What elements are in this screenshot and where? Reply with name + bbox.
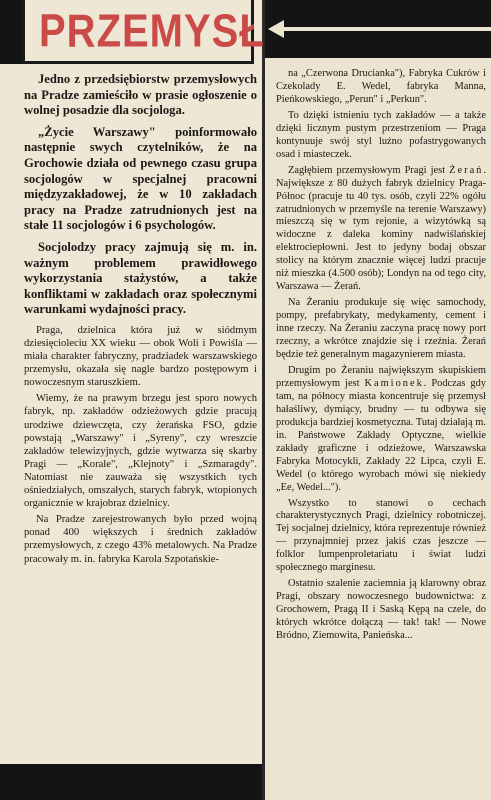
body-paragraph: Ostatnio szalenie zaciemnia ją klarowny obraz Pragi, obszary nowoczesnego budownictwa: z Grochowem, Pragą II i Saską Kępą na czele, do których wkrótce dołączą — tak! tak! — Nowe Bródno, Ziemowita, Panieńska... — [276, 578, 486, 642]
kamionek-paragraph — [276, 365, 486, 495]
kamionek-spaced: Kamionek — [364, 377, 424, 389]
right-column — [276, 68, 486, 646]
lead-paragraphs — [24, 72, 257, 318]
left-column — [24, 72, 257, 569]
kamionek-after: . Podczas gdy tam, na północy miasta koncentruje się przemysł hałaśliwy, dymiący, brudny — tu odbywa się produkcja bardziej kosmetyczna. Tutaj działają m. in. Państwowe Zakłady Optyczne, wielkie zakłady graficzne i odzieżowe, Warszawska Fabryka Motocykli, Zakłady 22 Lipca, czyli E. Wedel (o którego wyrobach mówi się niekiedy „Ee, Wedel..."). — [276, 377, 486, 493]
kamionek-before: Drugim po Żeraniu największym skupiskiem przemysłowym jest — [276, 364, 486, 389]
body-paragraph: Wszystko to stanowi o cechach charakterystycznych Pragi, dzielnicy robotniczej. Tej socjalnej dzielnicy, która reprezentuje również — przynajmniej przez jakiś czas jeszcze — folklor lumpenproletariatu i świat ludzi społecznego marginesu. — [276, 497, 486, 574]
body-paragraph: To dzięki istnieniu tych zakładów — a także dzięki licznym pustym przestrzeniom — Praga kontynuuje swój styl luźno pofastrygowanych osad i miasteczek. — [276, 109, 486, 160]
body-paragraph: Na Żeraniu produkuje się więc samochody, pompy, prefabrykaty, medykamenty, cement i inne rzeczy. Na Żeraniu zaczyna pracę nowy port rzeczny, a wkrótce znajdzie się i rzeźnia. Żerań będzie też generalnym magazynierem miasta. — [276, 297, 486, 361]
zeran-spaced: Żerań — [449, 164, 484, 176]
body-paragraph: Na Pradze zarejestrowanych było przed wojną ponad 400 większych i średnich zakładów przemysłowych, z czego 43% metalowych. Na Pradze pracowały m. in. fabryka Karola Szpotańskie- — [24, 514, 257, 565]
body-paragraph: Wiemy, że na prawym brzegu jest sporo nowych fabryk, np. zakładów odzieżowych gdzie pracują urodziwe dziewczęta, czy żerańska FSO, gdzie powstają „Warszawy" i „Syreny", czy wreszcie zakładów telewizyjnych, gdzie wytwarza się skarby Pragi — „Korale", „Klejnoty" i „Szmaragdy". Natomiast nie zauważa się wszystkich tych ośniedziałych, omszałych, starych fabryk, wtopionych organicznie w krajobraz dzielnicy. — [24, 393, 257, 510]
zeran-after: . Największe z 80 dużych fabryk dzielnicy Praga-Północ (pracuje tu 40 tys. osób, czyli 22% ogółu zatrudnionych w przemyśle na terenie Warszawy) mieszczą się w tym rejonie, a wizytówką są widoczne z daleka kominy nadwiślańskiej elektrociepłowni. Jest to jedyny bodaj obszar stolicy na którym znacznie więcej ludzi pracuje niż mieszka (4.500 osób); Londyn na od tego city, Warszawa — Żerań. — [276, 164, 486, 293]
zeran-before: Zagłębiem przemysłowym Pragi jest — [288, 164, 450, 176]
section-title: PRZEMYSŁ — [39, 6, 265, 57]
zeran-paragraph — [276, 165, 486, 295]
body-paragraph: Praga, dzielnica która już w siódmym dziesięcioleciu XX wieku — obok Woli i Powiśla — miała charakter fabryczny, pradziadek warszawskiego przemysłu, okazała się nagle bardzo postępowym i nowoczesnym staruszkiem. — [24, 324, 257, 389]
arrow-left-icon — [268, 20, 284, 38]
lead-paragraph: „Życie Warszawy" poinformowało następnie swych czytelników, że na Grochowie działa od pewnego czasu grupa socjologów w specjalnej pracowni międzyzakładowej, że w 10 zakładach pracy na Pradze zatrudnionych jest na stałe 11 socjologów i 6 psychologów. — [24, 124, 257, 233]
body-left — [24, 324, 257, 566]
arrow-shaft — [281, 27, 491, 31]
section-header-box — [22, 0, 265, 64]
bottom-dark-band — [0, 764, 262, 800]
lead-paragraph: Socjolodzy pracy zajmują się m. in. ważnym problemem prawidłowego wykorzystania stażystów, a także konfliktami w zakładach oraz społecznymi warunkami wydajności pracy. — [24, 239, 257, 317]
lead-paragraph: Jedno z przedsiębiorstw przemysłowych na Pradze zamieściło w prasie ogłoszenie o wolnej posadzie dla socjologa. — [24, 72, 257, 118]
body-paragraph: na „Czerwona Druciankа"), Fabryka Cukrów i Czekolady E. Wedel, fabryka Manna, Pieńkowskiego, „Perun" i „Perkun". — [276, 68, 486, 105]
